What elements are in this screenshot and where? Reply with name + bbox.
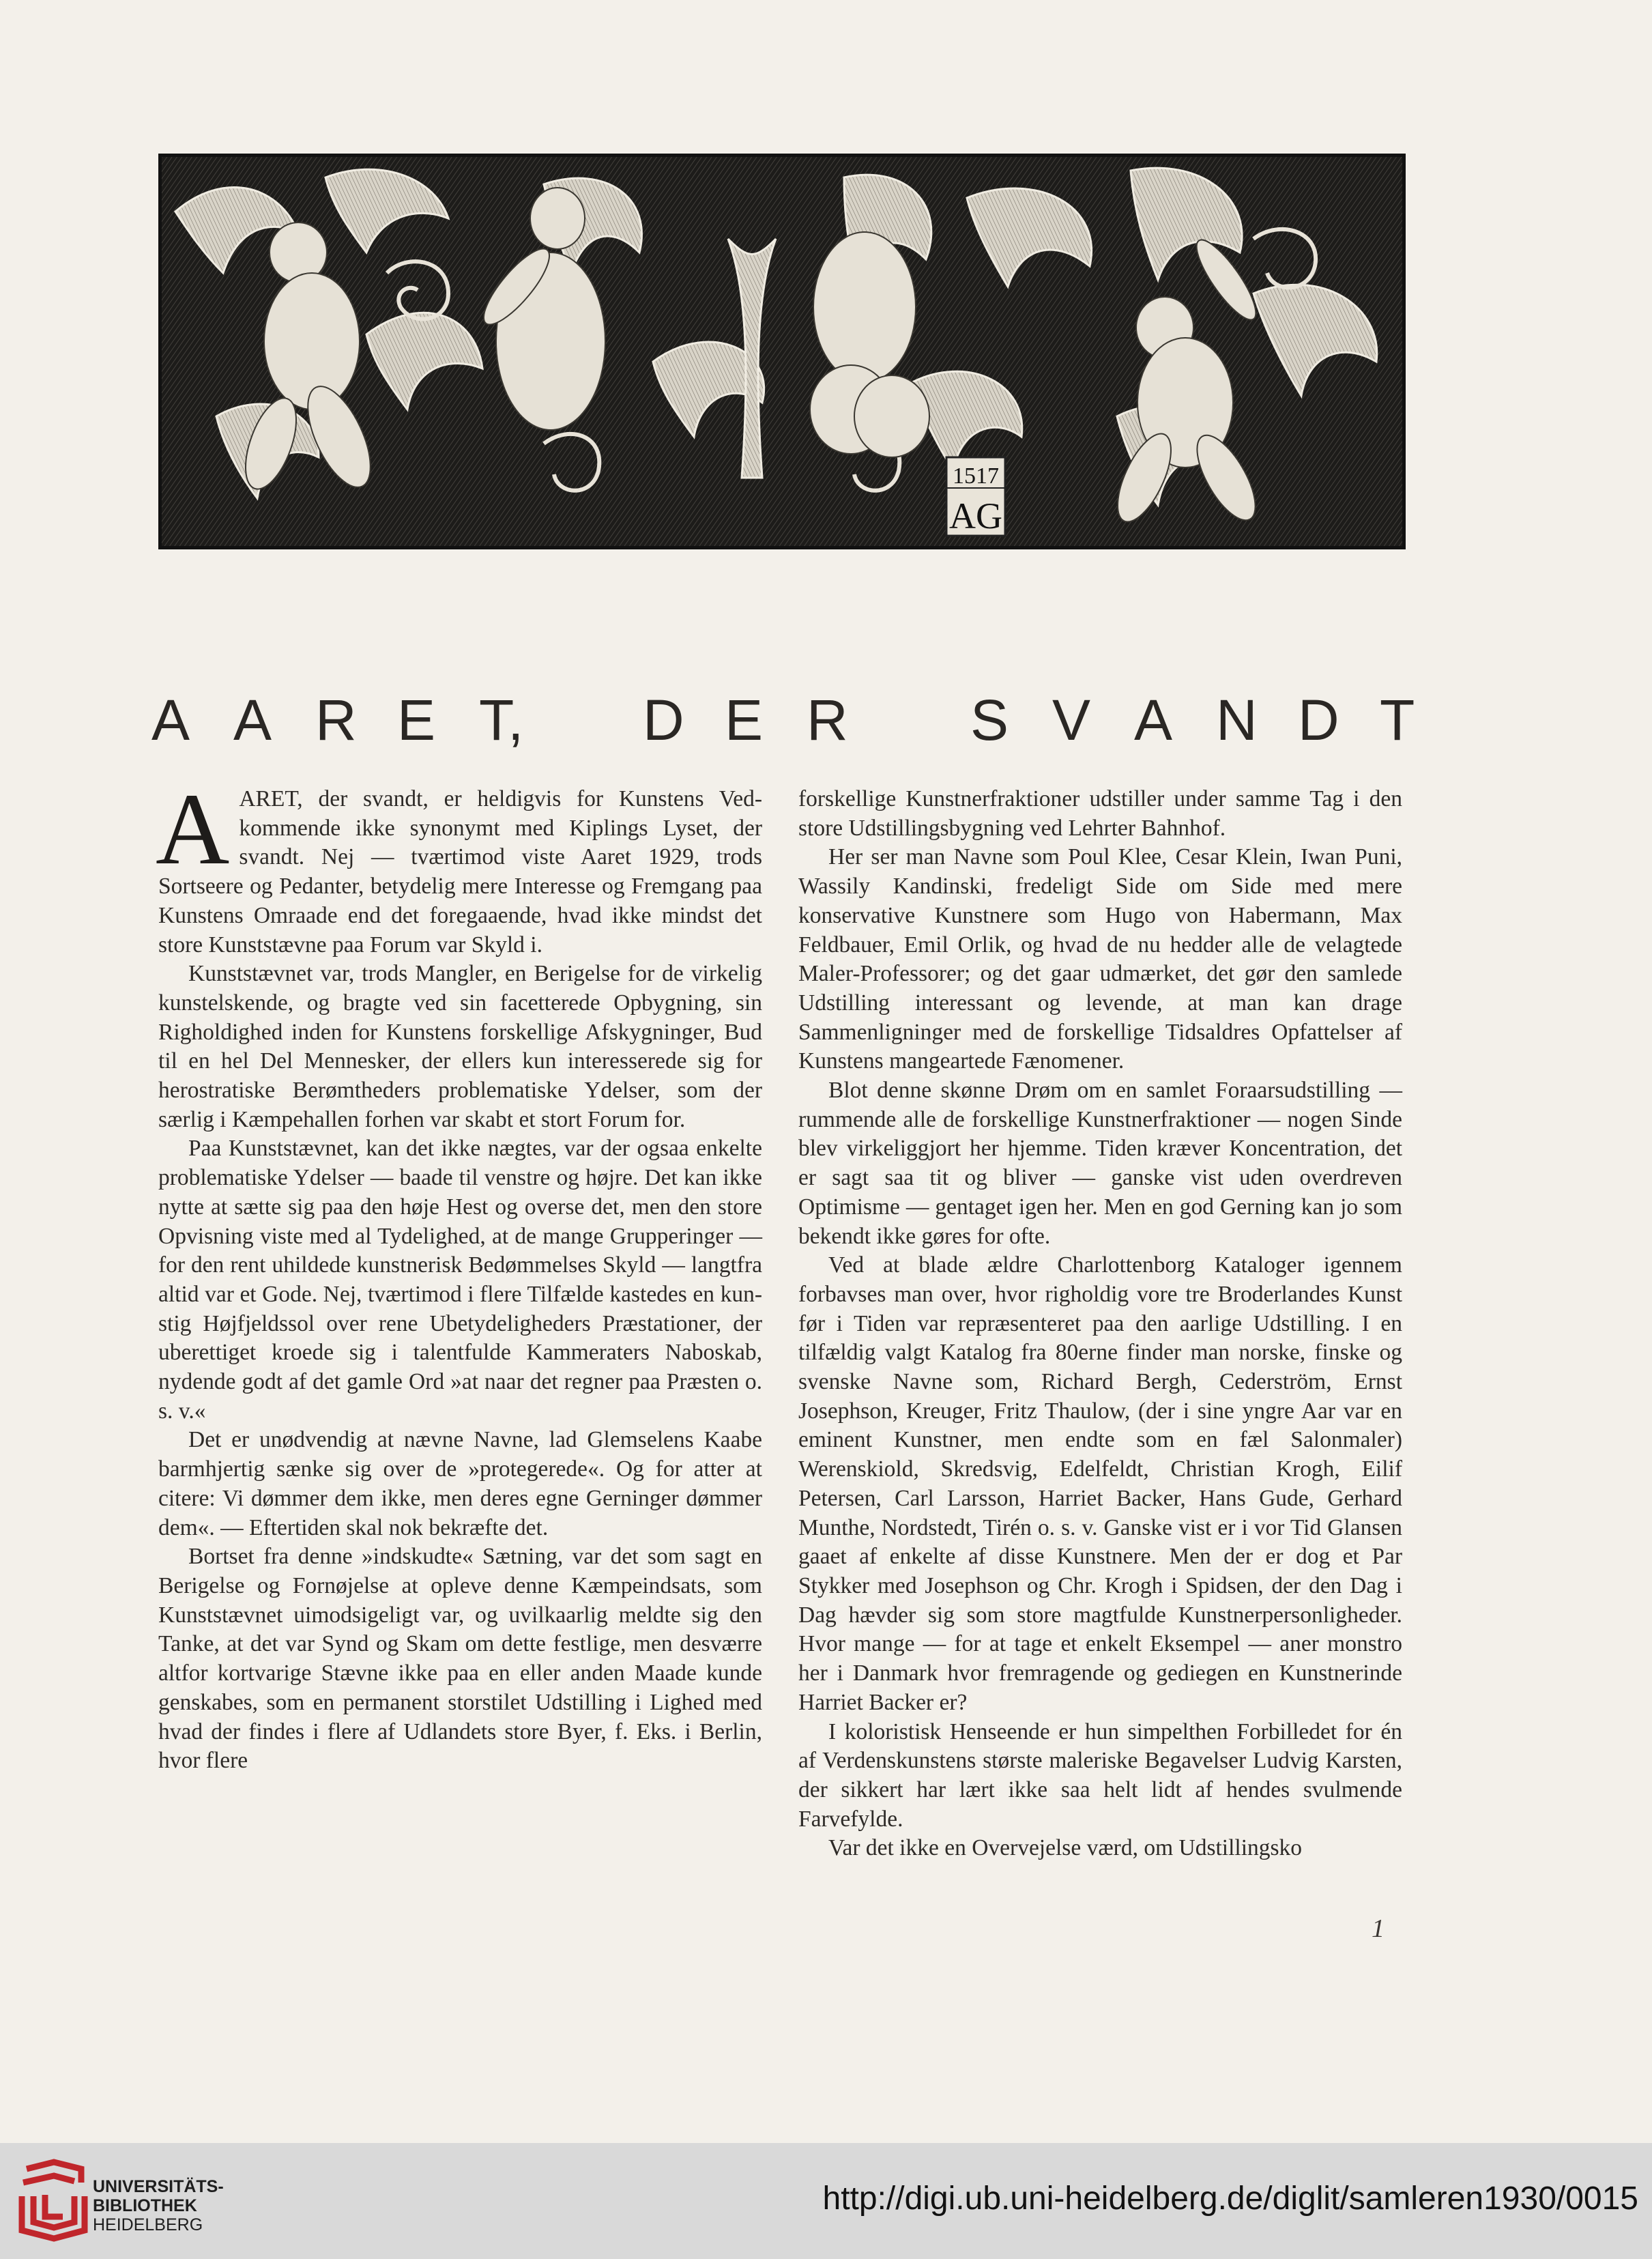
title-letter: A xyxy=(1134,688,1173,752)
title-letter: R xyxy=(807,688,848,752)
library-name-line: BIBLIOTHEK xyxy=(93,2196,197,2215)
title-letter: E xyxy=(725,688,764,752)
title-letter: R xyxy=(315,688,357,752)
title-letter: D xyxy=(1298,688,1339,752)
title-letter: E xyxy=(397,688,436,752)
title-letter: A xyxy=(151,688,190,752)
text-column-right xyxy=(798,785,1402,1863)
library-name-line: HEIDELBERG xyxy=(93,2215,203,2234)
paragraph: forskellige Kunstnerfraktioner udstiller under samme Tag i den store Udstillingsbygning ved Lehrter Bahnhof. xyxy=(798,786,1402,841)
title-letter: T, xyxy=(479,688,524,752)
paragraph: Kunststævnet var, trods Mangler, en Berigelse for de virkelig kunstelskende, og bragte ved sin facetterede Opbygning, sin Righoldighed inden for Kunstens forskellige Afskygninger, Bud til en hel Del Mennesker, der ellers kun interesserede sig for herostratiske Berømtheders problematiske Ydelser, som der særlig i Kæmpehallen forhen var skabt et stort Forum for. xyxy=(158,961,762,1132)
title-letter: T xyxy=(1380,688,1415,752)
library-name-line: UNIVERSITÄTS- xyxy=(93,2177,224,2196)
engraving-year: 1517 xyxy=(953,463,999,489)
engraving-illustration xyxy=(162,157,1402,546)
article-title xyxy=(151,682,1421,758)
library-name xyxy=(93,2177,224,2234)
title-letter: A xyxy=(233,688,272,752)
engraving-monogram: AG xyxy=(949,495,1002,536)
ornamental-engraving xyxy=(158,154,1406,549)
source-url-link[interactable]: http://digi.ub.uni-heidelberg.de/diglit/samleren1930/0015 xyxy=(822,2181,1638,2217)
title-letter: N xyxy=(1216,688,1258,752)
paragraph: Var det ikke en Overvejelse værd, om Udstillingsko xyxy=(828,1835,1303,1861)
title-letter: V xyxy=(1052,688,1091,752)
paragraph: I koloristisk Henseende er hun simpelthen Forbilledet for én af Verdenskunstens største maleriske Begavelser Ludvig Karsten, der sikkert har lært ikke saa helt lidt af hendes svulmende Farvefylde. xyxy=(798,1718,1402,1832)
footer-bar xyxy=(0,2143,1652,2259)
paragraph: Ved at blade ældre Charlottenborg Kataloger igennem forbavses man over, hvor righoldig vore tre Broderlandes Kunst før i Tiden var repræsenteret paa den aarlige Udstilling. I en tilfældig valgt Katalog fra 80erne finder man norske, finske og svenske Navne som, Richard Bergh, Cederström, Ernst Josephson, Kreuger, Fritz Thaulow, (der i sine yngre Aar var en eminent Kunstner, men endte som en fæl Salonmaler) Werenskiold, Skredsvig, Edelfeldt, Christian Krogh, Eilif Petersen, Carl Larsson, Harriet Backer, Hans Gude, Gerhard Munthe, Nordstedt, Tirén o. s. v. Ganske vist er i vor Tid Glansen gaaet af enkelte af disse Kunstnere. Men der er dog et Par Stykker med Josephson og Chr. Krogh i Spidsen, der den Dag i Dag hævder sig som store magtfulde Kunstnerpersonligheder. Hvor mange — for at tage et enkelt Eksempel — aner monstro her i Danmark hvor fremragende og gediegen en Kunstnerinde Harriet Backer er? xyxy=(798,1252,1402,1715)
page-number: 1 xyxy=(1372,1914,1385,1943)
paragraph: Blot denne skønne Drøm om en samlet Foraarsudstilling — rummende alle de forskellige Kunstnerfraktioner — nogen Sinde blev virkeliggjort her hjemme. Tiden kræver Koncentration, det er sagt saa tit og bliver — ganske vist uden overdreven Optimisme — gentaget igen her. Men en god Gerning kan jo som bekendt ikke gøres for ofte. xyxy=(798,1078,1402,1249)
paragraph: ARET, der svandt, er heldigvis for Kunstens Vedkommende ikke synonymt med Kiplings Lyset, der svandt. Nej — tværtimod viste Aaret 1929, trods Sortseere og Pedanter, betydelig mere Interesse og Fremgang paa Kunstens Omraade end det foregaaende, hvad ikke mindst det store Kunststævne paa Forum var Skyld i. xyxy=(158,786,762,958)
paragraph: Paa Kunststævnet, kan det ikke nægtes, var der ogsaa enkelte problematiske Ydelser — baade til venstre og højre. Det kan ikke nytte at sætte sig paa den høje Hest og overse det, men den store Opvisning viste med al Tydelighed, at de mange Grupperinger — for den rent uhildede kunstnerisk Bedømmelses Skyld — langtfra altid var et Gode. Nej, tværtimod i flere Tilfælde kastedes en kunstig Højfjeldssol over rene Ubetydeligheders Præstationer, der uberettiget kroede sig i talentfulde Kammeraters Naboskab, nydende godt af det gamle Ord »at naar det regner paa Præsten o. s. v.« xyxy=(158,1136,762,1424)
text-column-left xyxy=(156,773,762,1776)
drop-cap: A xyxy=(156,773,230,886)
library-logo-icon xyxy=(16,2155,91,2244)
title-letter: S xyxy=(970,688,1009,752)
paragraph: Bortset fra denne »indskudte« Sætning, var det som sagt en Berigelse og Fornøjelse at opleve denne Kæmpeindsats, som Kunststævnet uimodsigeligt var, og uvilkaarlig meldte sig den Tanke, at det var Synd og Skam om dette festlige, men desværre altfor kortvarige Stævne ikke paa en eller anden Maade kunde genskabes, som en permanent storstilet Udstilling i Lighed med hvad der findes i flere af Udlandets store Byer, f. Eks. i Berlin, hvor flere xyxy=(158,1544,762,1774)
paragraph: Her ser man Navne som Poul Klee, Cesar Klein, Iwan Puni, Wassily Kandinski, fredeligt Side om Side med mere konservative Kunstnere som Hugo von Habermann, Max Feldbauer, Emil Orlik, og hvad de nu hedder alle de velagtede Maler-Professorer; og det gaar udmærket, det gør den samlede Udstilling interessant og levende, at man kan drage Sammenligninger med de forskellige Tidsaldres Opfattelser af Kunstens mangeartede Fænomener. xyxy=(798,844,1402,1074)
paragraph: Det er unødvendig at nævne Navne, lad Glemselens Kaabe barmhjertig sænke sig over de »protegerede«. Og for atter at citere: Vi dømmer dem ikke, men deres egne Gerninger dømmer dem«. — Eftertiden skal nok bekræfte det. xyxy=(158,1427,762,1540)
title-letter: D xyxy=(643,688,684,752)
